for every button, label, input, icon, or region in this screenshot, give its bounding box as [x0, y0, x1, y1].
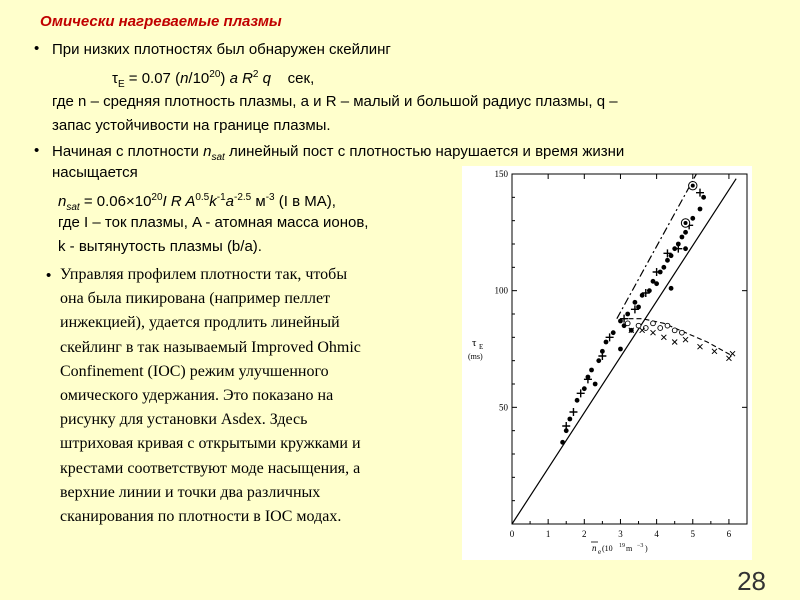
- ioc-dashdot-line: [617, 174, 697, 319]
- open-circle-point: [651, 321, 656, 326]
- filled-point: [698, 207, 703, 212]
- x-axis-unit-close: ): [645, 544, 648, 553]
- y-tick-label: 150: [494, 169, 508, 179]
- bullet3-line: штриховая кривая с открытыми кружками и: [60, 435, 361, 453]
- bullet3-line: Управляя профилем плотности так, чтобы: [60, 266, 348, 283]
- filled-point: [567, 417, 572, 422]
- x-axis-label: n: [592, 543, 597, 553]
- bullet2-line1: Начиная с плотности $n_{sat}$ линейный пост с плотностью нарушается и время жизни: [52, 143, 625, 163]
- filled-point: [625, 312, 630, 317]
- circled-point-dot: [684, 221, 688, 225]
- open-circle-point: [665, 323, 670, 328]
- asdex-figure: [462, 166, 752, 560]
- filled-point: [604, 340, 609, 345]
- bullet1-formula: $\tau_E = 0.07$ $(n/10^{20})$ a $R^2$ q сек,: [112, 69, 315, 90]
- cross-point: [661, 335, 666, 340]
- filled-point: [665, 258, 670, 263]
- open-circle-point: [625, 321, 630, 326]
- x-tick-label: 2: [582, 529, 587, 539]
- x-axis-unit-exp: 19: [619, 543, 625, 549]
- bullet2-line5: k - вытянутость плазмы (b/a).: [58, 238, 262, 255]
- x-axis-unit-m: m: [626, 544, 633, 553]
- open-circle-point: [636, 323, 641, 328]
- x-axis-unit: (10: [602, 544, 613, 553]
- bullet3-line: верхние линии и точки два различных: [60, 483, 321, 501]
- scaling-chart: [462, 166, 752, 560]
- plus-point: [584, 375, 592, 383]
- cross-point: [640, 328, 645, 333]
- open-circle-point: [680, 330, 685, 335]
- bullet2-formula: $n_{sat} = 0.06\times 10^{20}I$ R $A^{0.5}k^{-1}a^{-2.5}$ $м^{-3}$ (I в МА),: [58, 192, 336, 213]
- y-axis-label-sub: E: [479, 343, 484, 351]
- filled-point: [618, 347, 623, 352]
- x-axis-label-sub: e: [598, 548, 602, 556]
- bullet3-line: крестами соответствуют моде насыщения, а: [60, 459, 361, 477]
- bullet-marker-3: •: [46, 267, 52, 284]
- bullet2-line4: где I – ток плазмы, A - атомная масса ионов,: [58, 214, 369, 231]
- page-number: 28: [737, 566, 766, 596]
- x-tick-label: 1: [545, 529, 551, 539]
- filled-point: [611, 330, 616, 335]
- cross-point: [698, 344, 703, 349]
- x-tick-label: 0: [509, 529, 515, 539]
- bullet1-line1: При низких плотностях был обнаружен скейлинг: [52, 41, 391, 58]
- plus-point: [569, 408, 577, 416]
- x-tick-label: 4: [654, 529, 659, 539]
- y-axis-label: τ: [472, 337, 477, 349]
- filled-point: [683, 246, 688, 251]
- filled-point: [680, 235, 685, 240]
- bullet2-line2: насыщается: [52, 164, 138, 181]
- filled-point: [701, 195, 706, 200]
- plot-frame: [512, 174, 747, 524]
- bullet3-line: скейлинг в так называемый Improved Ohmic: [60, 338, 361, 356]
- y-axis-unit: (ms): [468, 352, 483, 361]
- x-tick-label: 6: [726, 529, 732, 539]
- open-circle-point: [672, 328, 677, 333]
- filled-point: [661, 265, 666, 270]
- bullet1-line3: где n – средняя плотность плазмы, a и R – малый и большой радиус плазмы, q –: [52, 93, 618, 110]
- filled-point: [690, 216, 695, 221]
- circled-point-dot: [691, 184, 695, 188]
- linear-scaling-line: [512, 179, 736, 524]
- cross-point: [683, 337, 688, 342]
- bullet3-line: омического удержания. Это показано на: [60, 387, 334, 404]
- x-tick-label: 3: [618, 529, 623, 539]
- plus-point: [562, 422, 570, 430]
- bullet3-line: инжекцией), удается продлить линейный: [60, 314, 340, 332]
- bullet-marker-2: •: [34, 142, 40, 159]
- plus-point: [674, 245, 682, 253]
- filled-point: [560, 440, 565, 445]
- cross-point: [651, 330, 656, 335]
- filled-point: [654, 281, 659, 286]
- filled-point: [575, 398, 580, 403]
- bullet1-line4: запас устойчивости на границе плазмы.: [52, 117, 331, 134]
- bullet3-line: она была пикирована (например пеллет: [60, 290, 331, 308]
- filled-point: [589, 368, 594, 373]
- filled-point: [582, 386, 587, 391]
- x-axis-unit-m-exp: −3: [637, 543, 644, 549]
- y-tick-label: 50: [499, 402, 508, 413]
- slide-title: Омически нагреваемые плазмы: [40, 13, 282, 30]
- filled-point: [593, 382, 598, 387]
- bullet3-line: рисунку для установки Asdex. Здесь: [60, 411, 308, 429]
- cross-point: [730, 351, 735, 356]
- bullet3-line: сканирования по плотности в IOC модах.: [60, 508, 342, 525]
- cross-point: [672, 340, 677, 345]
- plus-point: [653, 268, 661, 276]
- y-tick-label: 100: [494, 285, 508, 296]
- filled-point: [633, 300, 638, 305]
- open-circle-point: [658, 326, 663, 331]
- bullet-marker-1: •: [34, 40, 40, 57]
- x-tick-label: 5: [690, 529, 696, 539]
- cross-point: [712, 349, 717, 354]
- filled-point: [669, 286, 674, 291]
- filled-point: [683, 230, 688, 235]
- cross-point: [726, 356, 731, 361]
- filled-point: [596, 358, 601, 363]
- bullet3-line: Confinement (IOC) режим улучшенного: [60, 362, 329, 380]
